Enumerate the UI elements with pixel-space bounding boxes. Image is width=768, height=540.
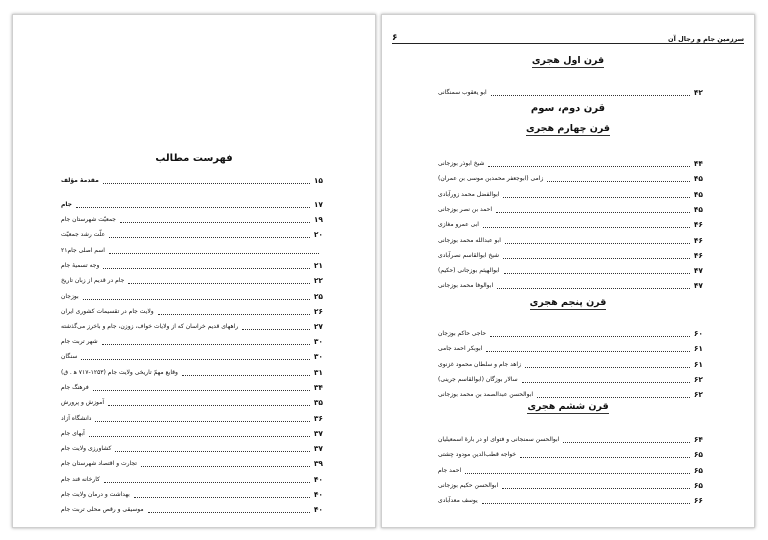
toc-entry-label: خواجه قطب‌الدین مودود چشتی: [438, 451, 517, 458]
dot-leader: [109, 237, 310, 238]
toc-entry: [438, 204, 703, 215]
toc-entry-page: ۴۷: [693, 266, 703, 275]
toc-entry-label: دانشگاه آزاد: [61, 415, 92, 422]
toc-entry: [61, 474, 323, 485]
toc-entry-page: ۲۱: [313, 261, 323, 270]
toc-entry-page: ۳۷: [313, 429, 323, 438]
toc-entry: [61, 397, 323, 408]
toc-entry: [61, 458, 323, 469]
toc-entry: [438, 280, 703, 291]
toc-entry-label: ابی عمرو مغازی: [438, 221, 479, 228]
toc-entry: [438, 173, 703, 184]
dot-leader: [120, 222, 310, 223]
toc-entry: [438, 158, 703, 169]
toc-entry-label: آبهای جام: [61, 430, 85, 437]
toc-entry: [61, 245, 323, 256]
dot-leader: [102, 344, 310, 345]
toc-entry-label: بوزجان: [61, 293, 79, 300]
dot-leader: [76, 207, 310, 208]
toc-entry: [61, 351, 323, 362]
toc-entry-label: ابوبکر احمد جامی: [438, 345, 483, 352]
toc-entry: [438, 495, 703, 506]
dot-leader: [490, 336, 690, 337]
toc-entry: [438, 328, 703, 339]
dot-leader: [497, 288, 690, 289]
dot-leader: [103, 183, 310, 184]
toc-entry-page: ۱۹: [313, 215, 323, 224]
toc-entry: [61, 260, 323, 271]
toc-entry-label: شیخ ابوذر بوزجانی: [438, 160, 485, 167]
toc-entry: [61, 382, 323, 393]
toc-entry-label: علّت رشد جمعیّت: [61, 231, 106, 238]
toc-entry-page: ۱۵: [313, 176, 323, 185]
toc-entry-label: شیخ ابوالقاسم نصرآبادی: [438, 252, 500, 259]
toc-entry: [61, 428, 323, 439]
toc-entry-page: ۲۲: [313, 276, 323, 285]
toc-entry-page: ۶۴: [693, 435, 703, 444]
toc-entry-page: ۶۲: [693, 375, 703, 384]
dot-leader: [104, 482, 310, 483]
toc-entry-label: حاجی حاکم بوزجان: [438, 330, 487, 337]
toc-entry-label: فرهنگ جام: [61, 384, 89, 391]
toc-entry-page: ۳۵: [313, 398, 323, 407]
toc-entry: [61, 321, 323, 332]
toc-entry: [438, 343, 703, 354]
section-heading-text: قرن پنجم هجری: [529, 297, 607, 308]
toc-entry-page: ۲۷: [313, 322, 323, 331]
toc-entry: [438, 219, 703, 230]
left-page: [12, 14, 376, 528]
toc-title: فهرست مطالب: [155, 153, 233, 164]
toc-entry-page: ۳۰: [313, 337, 323, 346]
toc-entry-page: ۴۰: [313, 505, 323, 514]
dot-leader: [537, 397, 690, 398]
dot-leader: [503, 197, 689, 198]
toc-entry: [61, 367, 323, 378]
toc-entry: [438, 449, 703, 460]
toc-entry-label: ابوالفضل محمد زورآبادی: [438, 191, 500, 198]
dot-leader: [128, 283, 310, 284]
toc-entry-page: ۲۵: [313, 292, 323, 301]
dot-leader: [109, 253, 319, 254]
toc-entry: [438, 250, 703, 261]
toc-entry-label: زاهد جام و سلطان محمود غزنوی: [438, 361, 521, 368]
toc-entry-label: ولایت جام در تقسیمات کشوری ایران: [61, 308, 154, 315]
toc-entry-page: ۶۲: [693, 390, 703, 399]
dot-leader: [89, 436, 310, 437]
dot-leader: [182, 375, 310, 376]
section-heading-text: قرن چهارم هجری: [525, 123, 611, 134]
toc-entry-label: احمد بن نصر بوزجانی: [438, 206, 493, 213]
toc-entry-page: ۳۱: [313, 368, 323, 377]
toc-entry-page: ۶۵: [693, 466, 703, 475]
toc-entry: [61, 199, 323, 210]
dot-leader: [525, 367, 690, 368]
toc-entry-label: موسیقی و رقص محلی تربت جام: [61, 506, 144, 513]
dot-leader: [148, 512, 310, 513]
running-header: [392, 29, 744, 44]
toc-entry-label: آموزش و پرورش: [61, 399, 105, 406]
dot-leader: [488, 166, 689, 167]
dot-leader: [108, 405, 310, 406]
toc-entry-label: جمعیّت شهرستان جام: [61, 216, 117, 223]
toc-entry: [438, 434, 703, 445]
toc-entry-page: ۴۰: [313, 475, 323, 484]
toc-entry: [61, 175, 323, 186]
toc-entry: [61, 291, 323, 302]
toc-entry: [61, 214, 323, 225]
toc-entry: [61, 413, 323, 424]
section-heading-text: قرن دوم، سوم: [530, 103, 606, 114]
toc-entry-page: ۶۵: [693, 481, 703, 490]
toc-entry-label: ابوالحسن حکیم بوزجانی: [438, 482, 499, 489]
toc-entry-page: ۴۲: [693, 88, 703, 97]
section-heading: [382, 297, 754, 310]
toc-entry-page: ۴۶: [693, 236, 703, 245]
toc-entry-label: سالار بوزگان (ابوالقاسم جرینی): [438, 376, 518, 383]
toc-entry: [61, 504, 323, 515]
toc-entry: [438, 235, 703, 246]
toc-entry-label: بهداشت و درمان ولایت جام: [61, 491, 130, 498]
toc-entry-page: ۴۵: [693, 205, 703, 214]
toc-entry-label: ابوالحسن سمنجانی و فتوای او در بارهٔ اسمعیلیان: [438, 436, 560, 443]
toc-entry: [61, 489, 323, 500]
right-page: [381, 14, 755, 528]
toc-entry-label: شهر تربت جام: [61, 338, 98, 345]
toc-entry-page: ۴۶: [693, 220, 703, 229]
toc-entry-page: ۲۰: [313, 230, 323, 239]
toc-entry: [438, 87, 703, 98]
toc-entry-label: ابوالوفا محمد بوزجانی: [438, 282, 494, 289]
toc-entry-label: ابوالحسن عبدالصمد بن محمد بوزجانی: [438, 391, 534, 398]
toc-entry: [61, 336, 323, 347]
dot-leader: [503, 258, 690, 259]
toc-entry-page: ۴۵: [693, 174, 703, 183]
dot-leader: [93, 390, 310, 391]
dot-leader: [547, 181, 690, 182]
dot-leader: [483, 227, 690, 228]
dot-leader: [134, 497, 310, 498]
toc-entry-label: ابوالهیثم بوزجانی (حکیم): [438, 267, 500, 274]
running-title: سرزمین جام و رجال آن: [668, 35, 744, 43]
dot-leader: [115, 451, 309, 452]
toc-entry-page: ۴۶: [693, 251, 703, 260]
toc-entry-page: ۳۷: [313, 444, 323, 453]
dot-leader: [522, 382, 690, 383]
dot-leader: [465, 473, 690, 474]
toc-entry-page: ۴۴: [693, 159, 703, 168]
toc-entry-page: ۳۹: [313, 459, 323, 468]
toc-entry-label: تجارت و اقتصاد شهرستان جام: [61, 460, 137, 467]
section-heading-text: قرن ششم هجری: [527, 401, 609, 412]
dot-leader: [505, 243, 690, 244]
toc-entry-label: احمد جام: [438, 467, 462, 474]
toc-entry: [438, 189, 703, 200]
dot-leader: [504, 273, 690, 274]
toc-entry-page: ۶۰: [693, 329, 703, 338]
toc-entry-label: زامی (ابوجعفر محمدبن موسی بن عمران): [438, 175, 544, 182]
dot-leader: [103, 268, 309, 269]
toc-entry: [61, 229, 323, 240]
toc-entry-page: ۶۱: [693, 360, 703, 369]
toc-entry-page: ۴۵: [693, 190, 703, 199]
dot-leader: [502, 488, 690, 489]
toc-entry-page: ۳۴: [313, 383, 323, 392]
section-heading: [382, 401, 754, 414]
toc-entry: [61, 275, 323, 286]
toc-entry: [438, 359, 703, 370]
section-heading: [382, 123, 754, 136]
toc-entry-page: ۴۷: [693, 281, 703, 290]
toc-entry-page: ۶۱: [693, 344, 703, 353]
toc-entry-label: وقایع مهمّ تاریخی ولایت جام (۱۲۵۳-۷۱۷ ه‍ . ق): [61, 369, 178, 376]
toc-entry: [438, 389, 703, 400]
toc-entry: [61, 443, 323, 454]
dot-leader: [95, 421, 309, 422]
toc-entry-page: ۱۷: [313, 200, 323, 209]
toc-entry: [438, 374, 703, 385]
dot-leader: [158, 314, 310, 315]
page-number: ۶: [392, 33, 398, 43]
toc-entry-label: ابو عبدالله محمد بوزجانی: [438, 237, 501, 244]
toc-entry-label: کشاورزی ولایت جام: [61, 445, 112, 452]
dot-leader: [520, 457, 690, 458]
dot-leader: [496, 212, 690, 213]
dot-leader: [486, 351, 690, 352]
toc-entry: [438, 480, 703, 491]
dot-leader: [242, 329, 310, 330]
dot-leader: [141, 466, 310, 467]
toc-entry-label: جام در قدیم از زبان تاریخ: [61, 277, 125, 284]
toc-entry-label: ابو یعقوب سمنگانی: [438, 89, 487, 96]
toc-entry-label: کارخانه قند جام: [61, 476, 100, 483]
toc-entry-page: ۶۶: [693, 496, 703, 505]
toc-entry: [438, 265, 703, 276]
toc-entry-page: ۲۶: [313, 307, 323, 316]
toc-entry-label: یوسف معدآبادی: [438, 497, 478, 504]
toc-entry: [61, 306, 323, 317]
toc-entry-page: ۳۶: [313, 414, 323, 423]
toc-entry: [438, 465, 703, 476]
dot-leader: [83, 299, 310, 300]
section-heading-text: قرن اول هجری: [531, 55, 605, 66]
toc-entry-label: اسم اصلی جام۲۱: [61, 247, 105, 254]
toc-entry-label: راههای قدیم خراسان که از ولایات خواف، زوزن، جام و باخرز می‌گذشته: [61, 323, 239, 330]
toc-entry-label: وجه تسمیهٔ جام: [61, 262, 100, 269]
toc-entry-label: جام: [61, 201, 72, 208]
toc-entry-label: سنگان: [61, 353, 78, 360]
dot-leader: [563, 442, 689, 443]
toc-entry-page: ۴۰: [313, 490, 323, 499]
toc-entry-page: ۶۵: [693, 450, 703, 459]
dot-leader: [491, 95, 690, 96]
dot-leader: [482, 503, 690, 504]
section-heading: [382, 103, 754, 114]
section-heading: [382, 55, 754, 68]
toc-entry-page: ۳۰: [313, 352, 323, 361]
toc-entry-label: مقدمهٔ مؤلف: [61, 177, 99, 184]
dot-leader: [81, 359, 309, 360]
